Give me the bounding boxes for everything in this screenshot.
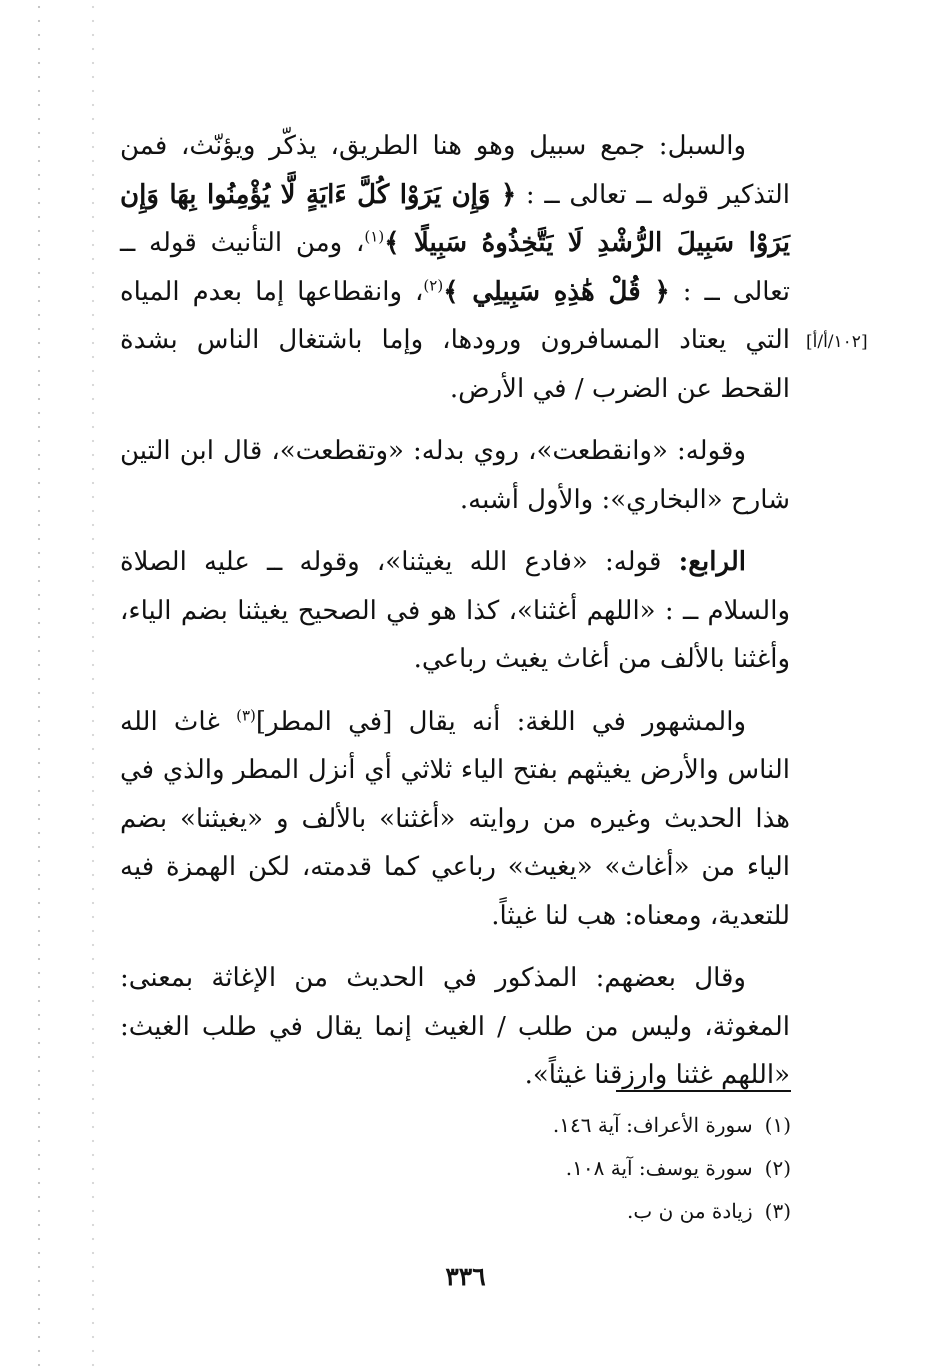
footnote-text: زيادة من ن ب. xyxy=(627,1199,753,1223)
paragraph-5: وقال بعضهم: المذكور في الحديث من الإغاثة بمعنى: المغوثة، وليس من طلب / الغيث إنما يقال في طلب الغيث: «اللهم غثنا وارزقنا غيثاً». xyxy=(120,963,790,1090)
footnote-number: (٢) xyxy=(764,1156,791,1180)
text-run: والمشهور في اللغة: أنه يقال [في المطر] xyxy=(255,706,747,737)
footnotes xyxy=(420,1104,791,1233)
footnote-divider xyxy=(616,1090,791,1092)
footnote-text: سورة الأعراف: آية ١٤٦. xyxy=(552,1113,753,1137)
paragraph-1 xyxy=(120,122,790,413)
paragraph-2: وقوله: «وانقطعت»، روي بدله: «وتقطعت»، قال ابن التين شارح «البخاري»: والأول أشبه. xyxy=(120,436,790,515)
footnote-text: سورة يوسف: آية ١٠٨. xyxy=(565,1156,753,1180)
footnote-number: (٣) xyxy=(764,1199,791,1223)
quran-verse: ﴿ قُلْ هَٰذِهِ سَبِيلِي ﴾ xyxy=(443,276,670,307)
paragraph-3 xyxy=(120,538,790,684)
scan-edge-dots xyxy=(36,0,42,1371)
footnote-item xyxy=(420,1190,791,1233)
footnote-marker: (١) xyxy=(364,227,385,246)
text-run: قوله: «فادع الله يغيثنا»، وقوله ــ عليه الصلاة والسلام ــ : «اللهم أغثنا»، كذا هو في الصحيح يغيثنا بضم الياء، وأغثنا بالألف من أغاث يغيث رباعي. xyxy=(120,547,790,674)
main-text xyxy=(120,122,790,1114)
text-run: غاث الله الناس والأرض يغيثهم بفتح الياء ثلاثي أي أنزل المطر والذي في هذا الحديث وغيره من روايته «أغثنا» بالألف و «يغيثنا» بضم الياء من «أغاث» «يغيث» رباعي كما قدمته، لكن الهمزة فيه للتعدية، ومعناه: هب لنا غيثاً. xyxy=(120,706,790,931)
paragraph-4 xyxy=(120,698,790,941)
text-run: ، ومن التأنيث قوله ــ تعالى ــ : xyxy=(120,228,791,307)
footnote-item xyxy=(420,1147,791,1190)
footnote-marker: (٣) xyxy=(236,705,256,724)
text-run: ، وانقطاعها إما بعدم المياه التي يعتاد المسافرون ورودها، وإما باشتغال الناس بشدة القحط عن الضرب / في الأرض. xyxy=(120,276,790,404)
quran-verse: ﴿ وَإِن يَرَوْا كُلَّ ءَايَةٍ لَّا يُؤْمِنُوا بِهَا وَإِن يَرَوْا سَبِيلَ الرُّشْدِ لَا يَتَّخِذُوهُ سَبِيلًا ﴾ xyxy=(120,179,790,258)
section-lead: الرابع: xyxy=(678,547,746,577)
page-number: ٣٣٦ xyxy=(445,1262,486,1291)
text-run: والسبل: جمع سبيل وهو هنا الطريق، يذكّر ويؤنّث، فمن التذكير قوله ــ تعالى ــ : xyxy=(120,131,791,210)
footnote-item xyxy=(420,1104,791,1147)
margin-folio-reference: [١٠٢/أ/أ] xyxy=(806,332,868,352)
footnote-marker: (٢) xyxy=(423,275,444,294)
footnote-number: (١) xyxy=(764,1113,791,1137)
scan-edge-dots xyxy=(90,0,96,1371)
